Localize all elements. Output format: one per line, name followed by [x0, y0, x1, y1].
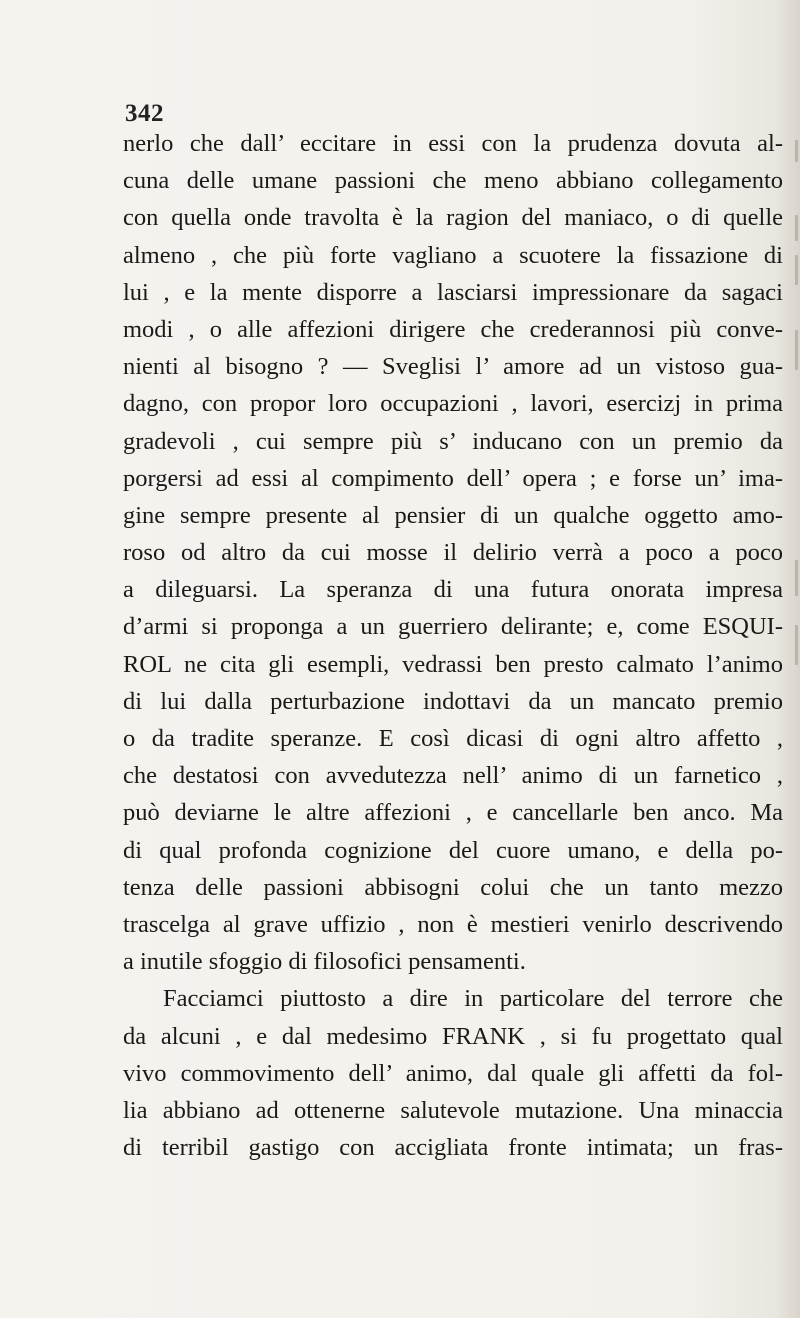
- text-line: vivo commovimento dell’ animo, dal quale gli affetti da fol-: [123, 1059, 783, 1087]
- text-line: lia abbiano ad ottenerne salutevole mutazione. Una minaccia: [123, 1096, 783, 1124]
- text-line: con quella onde travolta è la ragion del maniaco, o di quelle: [123, 204, 783, 232]
- text-line: porgersi ad essi al compimento dell’ opera ; e forse un’ ima-: [123, 464, 783, 492]
- text-line: dagno, con propor loro occupazioni , lavori, esercizj in prima: [123, 390, 783, 418]
- page-edge-mark: [795, 215, 798, 241]
- text-line: a dileguarsi. La speranza di una futura onorata impresa: [123, 576, 783, 604]
- text-line: di lui dalla perturbazione indottavi da un mancato premio: [123, 687, 783, 715]
- text-line: a inutile sfoggio di filosofici pensamenti.: [123, 948, 526, 976]
- text-line: cuna delle umane passioni che meno abbiano collegamento: [123, 167, 783, 195]
- page-edge-mark: [795, 255, 798, 285]
- text-line: ROL ne cita gli esempli, vedrassi ben presto calmato l’animo: [123, 650, 783, 678]
- text-line: nienti al bisogno ? — Sveglisi l’ amore ad un vistoso gua-: [123, 353, 783, 381]
- text-line: può deviarne le altre affezioni , e cancellarle ben anco. Ma: [123, 799, 783, 827]
- text-line: roso od altro da cui mosse il delirio verrà a poco a poco: [123, 539, 783, 567]
- page-number: 342: [125, 100, 164, 127]
- text-line: lui , e la mente disporre a lasciarsi impressionare da sagaci: [123, 278, 783, 306]
- text-line: gine sempre presente al pensier di un qualche oggetto amo-: [123, 501, 783, 529]
- text-line: di terribil gastigo con accigliata fronte intimata; un fras-: [123, 1134, 783, 1162]
- text-line: nerlo che dall’ eccitare in essi con la prudenza dovuta al-: [123, 130, 783, 157]
- text-line: che destatosi con avvedutezza nell’ animo di un farnetico ,: [123, 762, 783, 790]
- text-line: da alcuni , e dal medesimo FRANK , si fu progettato qual: [123, 1022, 783, 1050]
- text-line: Facciamci piuttosto a dire in particolare del terrore che: [163, 985, 783, 1013]
- page-edge-mark: [795, 330, 798, 370]
- page-edge-mark: [795, 625, 798, 665]
- text-line: di qual profonda cognizione del cuore umano, e della po-: [123, 836, 783, 864]
- body-text: [123, 125, 783, 1166]
- text-line: d’armi si proponga a un guerriero delirante; e, come ESQUI-: [123, 613, 783, 641]
- text-line: modi , o alle affezioni dirigere che crederannosi più conve-: [123, 315, 783, 343]
- text-line: gradevoli , cui sempre più s’ inducano con un premio da: [123, 427, 783, 455]
- text-line: trascelga al grave uffizio , non è mestieri venirlo descrivendo: [123, 910, 783, 938]
- text-line: almeno , che più forte vagliano a scuotere la fissazione di: [123, 241, 783, 269]
- text-line: tenza delle passioni abbisogni colui che un tanto mezzo: [123, 873, 783, 901]
- page-edge-mark: [795, 140, 798, 162]
- text-line: o da tradite speranze. E così dicasi di ogni altro affetto ,: [123, 725, 783, 752]
- page-edge-mark: [795, 560, 798, 596]
